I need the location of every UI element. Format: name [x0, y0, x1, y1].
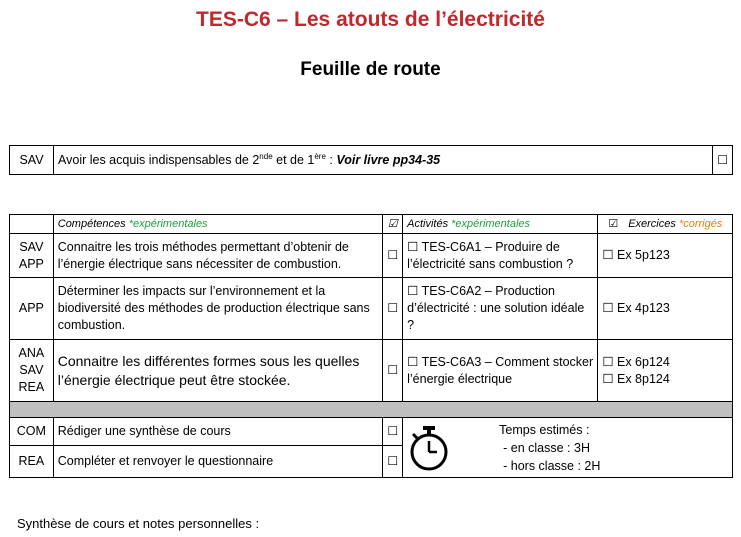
header-competences — [53, 215, 383, 234]
book-reference: Voir livre pp34-35 — [336, 152, 441, 167]
competence-text: Connaitre les différentes formes sous les quelles l’énergie électrique peut être stockée. — [53, 340, 383, 402]
competence-text: Connaitre les trois méthodes permettant d’obtenir de l’énergie électrique sans nécessiter de combustion. — [53, 234, 383, 278]
code: REA — [18, 380, 45, 394]
text-part: : — [325, 152, 337, 167]
prerequisites-row — [10, 146, 733, 175]
text-part: et de 1 — [272, 152, 315, 167]
header-note: *corrigés — [678, 217, 723, 230]
row-code: APP — [10, 278, 54, 340]
code: ANA — [18, 346, 45, 360]
header-check-icon: ☑ — [608, 217, 619, 230]
exercise-item[interactable]: ☐ Ex 6p124 — [602, 354, 670, 369]
table-row — [10, 418, 733, 446]
checkbox[interactable]: ☐ — [383, 234, 403, 278]
activity-item[interactable]: ☐ TES-C6A3 – Comment stocker l’énergie électrique — [403, 340, 598, 402]
checkbox[interactable]: ☐ — [383, 446, 403, 478]
time-title: Temps estimés : — [499, 422, 590, 437]
header-empty — [10, 215, 54, 234]
header-activites — [403, 215, 598, 234]
header-note: *expérimentales — [128, 217, 208, 230]
header-label: Exercices — [628, 217, 679, 230]
exercise-item[interactable]: ☐ Ex 8p124 — [602, 371, 670, 386]
row-code: SAV — [10, 146, 54, 175]
activity-item[interactable]: ☐ TES-C6A1 – Produire de l’électricité sans combustion ? — [403, 234, 598, 278]
checkbox[interactable]: ☐ — [383, 418, 403, 446]
superscript: nde — [259, 151, 273, 161]
page-title: TES-C6 – Les atouts de l’électricité — [196, 8, 545, 31]
separator-row — [10, 402, 733, 418]
code: SAV — [19, 363, 44, 377]
row-code: COM — [10, 418, 54, 446]
task-text: Compléter et renvoyer le questionnaire — [53, 446, 383, 478]
page-subtitle: Feuille de route — [300, 59, 441, 80]
time-text — [499, 421, 600, 475]
activity-item[interactable]: ☐ TES-C6A2 – Production d’électricité : une solution idéale ? — [403, 278, 598, 340]
header-exercices — [598, 215, 733, 234]
roadmap-table — [9, 214, 733, 478]
row-code — [10, 340, 54, 402]
header-label: Activités — [407, 217, 452, 230]
row-code: REA — [10, 446, 54, 478]
time-in-class: - en classe : 3H — [503, 440, 590, 455]
prerequisites-text — [54, 146, 713, 175]
header-label: Compétences — [57, 217, 129, 230]
table-header — [10, 215, 733, 234]
header-note: *expérimentales — [451, 217, 531, 230]
prerequisites-table — [9, 145, 733, 175]
separator — [10, 402, 733, 418]
footer-notes: Synthèse de cours et notes personnelles : — [17, 516, 260, 531]
exercise-item[interactable]: ☐ Ex 5p123 — [598, 234, 733, 278]
competence-text: Déterminer les impacts sur l’environnement et la biodiversité des méthodes de production électrique sans combustion. — [53, 278, 383, 340]
exercise-item[interactable]: ☐ Ex 4p123 — [598, 278, 733, 340]
table-row — [10, 340, 733, 402]
stopwatch-icon — [407, 424, 451, 472]
checkbox[interactable]: ☐ — [383, 340, 403, 402]
text-part: Avoir les acquis indispensables de 2 — [58, 152, 260, 167]
time-outside-class: - hors classe : 2H — [503, 458, 601, 473]
code: APP — [18, 256, 44, 271]
time-estimate — [403, 418, 733, 478]
header-check-icon: ☑ — [383, 215, 403, 234]
checkbox[interactable]: ☐ — [713, 146, 733, 175]
row-code — [10, 234, 54, 278]
exercise-list — [598, 340, 733, 402]
superscript: ère — [314, 151, 326, 161]
table-row — [10, 278, 733, 340]
table-row — [10, 234, 733, 278]
checkbox[interactable]: ☐ — [383, 278, 403, 340]
task-text: Rédiger une synthèse de cours — [53, 418, 383, 446]
code: SAV — [19, 239, 44, 254]
